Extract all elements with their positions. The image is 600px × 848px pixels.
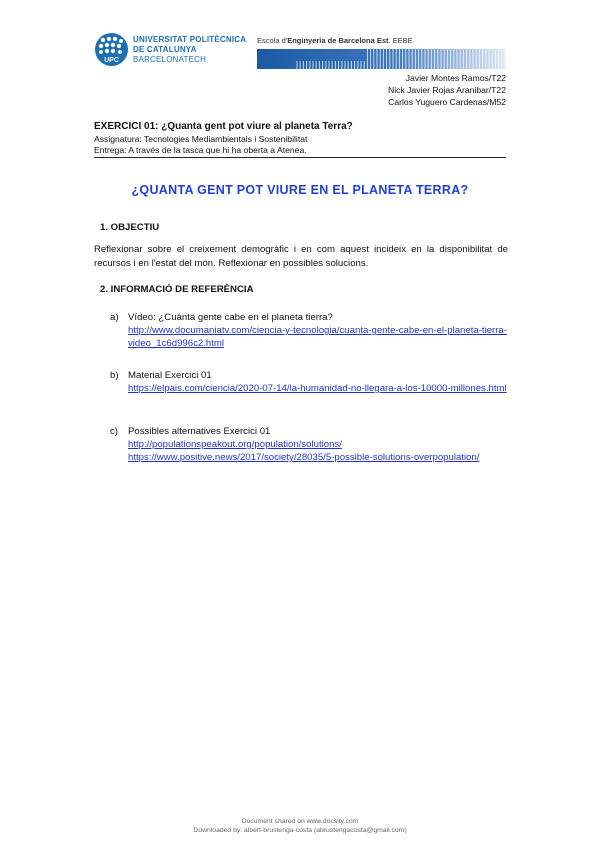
reference-link[interactable]: https://elpais.com/ciencia/2020-07-14/la-humanidad-no-llegara-a-los-10000-millones.html [128, 383, 507, 394]
exercise-delivery: Entrega: A través de la tasca que hi ha oberta a Atenea. [94, 145, 307, 155]
main-title: ¿QUANTA GENT POT VIURE EN EL PLANETA TERRA? [131, 183, 469, 197]
author-1: Javier Montes Ramos/T22 [405, 73, 506, 83]
exercise-meta [94, 134, 307, 156]
upc-logo-icon [95, 33, 128, 66]
author-3: Carlos Yuguero Cardenas/M52 [388, 97, 506, 107]
reference-letter: c) [110, 426, 118, 437]
university-name [133, 35, 246, 54]
reference-letter: b) [110, 370, 119, 381]
university-line-1: UNIVERSITAT POLITÈCNICA [133, 35, 247, 44]
section-heading-referencia: 2. INFORMACIÓ DE REFERÈNCIA [100, 284, 254, 295]
university-sub: BARCELONATECH [133, 55, 207, 64]
divider [94, 157, 506, 158]
reference-letter: a) [110, 312, 119, 323]
svg-text:UPC: UPC [104, 57, 119, 64]
header-banner-image [257, 49, 506, 69]
reference-link[interactable]: https://www.positive.news/2017/society/28035/5-possible-solutions-overpopulation/ [128, 452, 480, 463]
author-2: Nick Javier Rojas Aranibar/T22 [388, 85, 506, 95]
school-name: Escola d'Enginyeria de Barcelona Est. EEBE [257, 36, 413, 45]
footer-line-2: Downloaded by: albert-brustenga-costa (abrustengacosta@gmail.com) [193, 827, 407, 834]
footer-line-1: Document shared on www.docsity.com [241, 818, 359, 825]
reference-label: Material Exercici 01 [128, 370, 212, 381]
university-line-2: DE CATALUNYA [133, 44, 197, 54]
footer [0, 817, 600, 835]
reference-label: Vídeo: ¿Cuánta gente cabe en el planeta tierra? [128, 312, 333, 323]
objectiu-text: Reflexionar sobre el creixement demogràfic i en com aquest incideix en la disponibilitat de recursos i en l'estat del món. Reflexionar en possibles solucions. [94, 244, 508, 269]
exercise-subject: Assignatura: Tecnologies Mediambientals i Sostenibilitat [94, 134, 308, 144]
authors-block [388, 72, 506, 108]
reference-label: Possibles alternatives Exercici 01 [128, 426, 271, 437]
reference-link[interactable]: http://www.documaniatv.com/ciencia-y-tecnologia/cuanta-gente-cabe-en-el-planeta-tierra-video_1c6d996c2.html [128, 325, 507, 349]
reference-link[interactable]: http://populationspeakout.org/population/solutions/ [128, 439, 342, 450]
exercise-title: EXERCICI 01: ¿Quanta gent pot viure al planeta Terra? [94, 121, 353, 132]
section-heading-objectiu: 1. OBJECTIU [100, 222, 160, 233]
